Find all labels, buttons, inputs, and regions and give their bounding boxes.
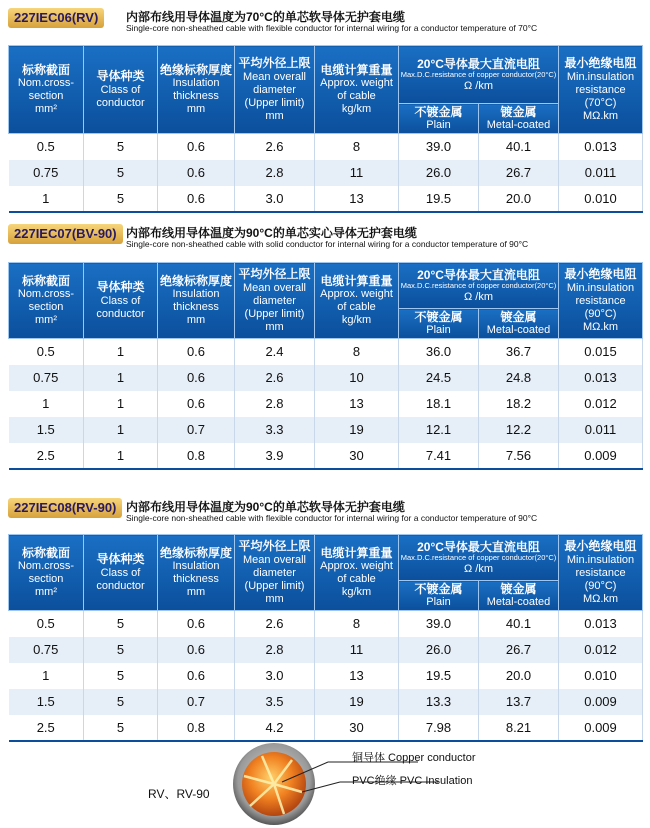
col-insulation: 绝缘标称厚度 Insulation thickness mm	[158, 535, 235, 611]
table-row: 1 5 0.6 3.0 13 19.5 20.0 0.010	[9, 663, 643, 689]
code-badge: 227IEC08(RV-90)	[8, 498, 122, 518]
table-row: 1.5 5 0.7 3.5 19 13.3 13.7 0.009	[9, 689, 643, 715]
col-plain: 不镀金属 Plain	[399, 581, 479, 611]
col-resistance: 20°C导体最大直流电阻 Max.D.C.resistance of copper conductor(20°C) Ω /km	[399, 535, 559, 581]
col-min-insulation: 最小绝缘电阻 Min.insulation resistance (90°C) MΩ.km	[559, 263, 643, 339]
col-metal-coated: 镀金属 Metal-coated	[479, 581, 559, 611]
table-row: 1.5 1 0.7 3.3 19 12.1 12.2 0.011	[9, 417, 643, 443]
col-min-insulation: 最小绝缘电阻 Min.insulation resistance (70°C) MΩ.km	[559, 46, 643, 134]
title-cn: 内部布线用导体温度为90°C的单芯软导体无护套电缆	[126, 500, 405, 514]
table-row: 2.5 5 0.8 4.2 30 7.98 8.21 0.009	[9, 715, 643, 741]
table-row: 0.75 5 0.6 2.8 11 26.0 26.7 0.012	[9, 637, 643, 663]
pvc-insulation-label: PVC绝缘 PVC Insulation	[352, 775, 473, 787]
col-resistance: 20°C导体最大直流电阻 Max.D.C.resistance of copper conductor(20°C) Ω /km	[399, 263, 559, 309]
title-en: Single-core non-sheathed cable with flexible conductor for internal wiring for a conductor temperature of 90°C	[126, 513, 538, 523]
col-metal-coated: 镀金属 Metal-coated	[479, 104, 559, 134]
title-en: Single-core non-sheathed cable with solid conductor for internal wiring for a conductor temperature of 90°C	[126, 239, 529, 249]
spec-table	[8, 262, 643, 470]
spec-table	[8, 45, 643, 213]
col-nom-section: 标称截面 Nom.cross- section mm²	[9, 46, 84, 134]
table-row: 0.5 5 0.6 2.6 8 39.0 40.1 0.013	[9, 134, 643, 160]
col-plain: 不镀金属 Plain	[399, 104, 479, 134]
col-diameter: 平均外径上限 Mean overall diameter (Upper limit) mm	[235, 535, 315, 611]
col-class: 导体种类 Class of conductor	[84, 535, 158, 611]
table-row: 1 1 0.6 2.8 13 18.1 18.2 0.012	[9, 391, 643, 417]
table-row: 0.5 5 0.6 2.6 8 39.0 40.1 0.013	[9, 611, 643, 637]
col-plain: 不镀金属 Plain	[399, 309, 479, 339]
copper-conductor-label: 铜导体 Copper conductor	[352, 752, 476, 764]
title-en: Single-core non-sheathed cable with flexible conductor for internal wiring for a conductor temperature of 70°C	[126, 23, 538, 33]
table-row: 0.75 5 0.6 2.8 11 26.0 26.7 0.011	[9, 160, 643, 186]
col-resistance: 20°C导体最大直流电阻 Max.D.C.resistance of copper conductor(20°C) Ω /km	[399, 46, 559, 104]
col-insulation: 绝缘标称厚度 Insulation thickness mm	[158, 263, 235, 339]
col-weight: 电缆计算重量 Approx. weight of cable kg/km	[315, 263, 399, 339]
col-nom-section: 标称截面 Nom.cross- section mm²	[9, 535, 84, 611]
col-weight: 电缆计算重量 Approx. weight of cable kg/km	[315, 535, 399, 611]
col-diameter: 平均外径上限 Mean overall diameter (Upper limit) mm	[235, 46, 315, 134]
col-weight: 电缆计算重量 Approx. weight of cable kg/km	[315, 46, 399, 134]
col-class: 导体种类 Class of conductor	[84, 46, 158, 134]
col-nom-section: 标称截面 Nom.cross- section mm²	[9, 263, 84, 339]
col-metal-coated: 镀金属 Metal-coated	[479, 309, 559, 339]
col-diameter: 平均外径上限 Mean overall diameter (Upper limit) mm	[235, 263, 315, 339]
code-badge: 227IEC07(BV-90)	[8, 224, 123, 244]
spec-table	[8, 534, 643, 742]
title-cn: 内部布线用导体温度为90°C的单芯实心导体无护套电缆	[126, 226, 417, 240]
table-row: 1 5 0.6 3.0 13 19.5 20.0 0.010	[9, 186, 643, 212]
col-min-insulation: 最小绝缘电阻 Min.insulation resistance (90°C) MΩ.km	[559, 535, 643, 611]
col-class: 导体种类 Class of conductor	[84, 263, 158, 339]
title-cn: 内部布线用导体温度为70°C的单芯软导体无护套电缆	[126, 10, 405, 24]
cable-type-label: RV、RV-90	[148, 787, 210, 801]
code-badge: 227IEC06(RV)	[8, 8, 104, 28]
table-row: 0.5 1 0.6 2.4 8 36.0 36.7 0.015	[9, 339, 643, 365]
col-insulation: 绝缘标称厚度 Insulation thickness mm	[158, 46, 235, 134]
table-row: 2.5 1 0.8 3.9 30 7.41 7.56 0.009	[9, 443, 643, 469]
table-row: 0.75 1 0.6 2.6 10 24.5 24.8 0.013	[9, 365, 643, 391]
